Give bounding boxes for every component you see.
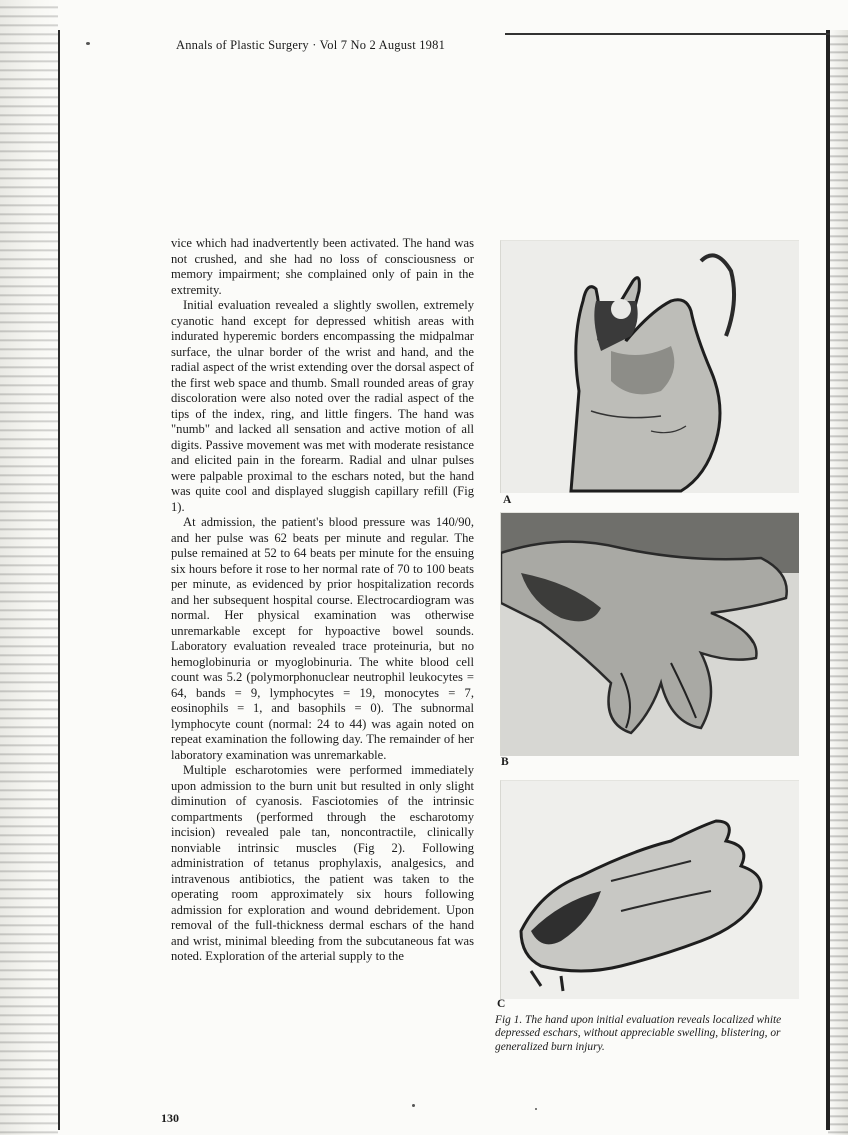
binding-shadow-rule (58, 30, 60, 1130)
hand-photo-dorsal (501, 513, 799, 756)
panel-label-b: B (501, 756, 509, 768)
figure-caption: Fig 1. The hand upon initial evaluation reveals localized white depressed eschars, without appreciable swelling, blistering, or generalized burn injury. (495, 1014, 782, 1053)
hand-photo-palm (501, 241, 799, 493)
article-body-column (171, 236, 474, 965)
panel-label-c: C (497, 998, 506, 1010)
scan-speck (412, 1104, 415, 1107)
figure-panel-c (500, 780, 799, 999)
scanned-page-edge-left (0, 0, 58, 1135)
hand-photo-lateral (501, 781, 799, 999)
page-number: 130 (161, 1111, 179, 1125)
paragraph: Initial evaluation revealed a slightly swollen, extremely cyanotic hand except for depressed whitish areas with indurated hyperemic borders encompassing the midpalmar surface, the ulnar border of the wrist and hand, and the radial aspect of the wrist extending over the dorsal aspect of the first web space and thumb. Small rounded areas of gray discoloration were also noted over the radial aspect of the tips of the index, ring, and little fingers. The hand was "numb" and lacked all sensation and active motion of all digits. Passive movement was met with moderate resistance and elicited pain in the forearm. Radial and ulnar pulses were palpable proximal to the eschars noted, but the hand was quite cool and displayed sluggish capillary refill (Fig 1). (171, 298, 474, 514)
page-edge-rule (826, 30, 830, 1130)
figure-panel-a (500, 240, 799, 493)
top-edge-rule (505, 33, 830, 35)
panel-label-a: A (503, 494, 512, 506)
scanned-page-edge-right (828, 30, 848, 1135)
scan-speck (535, 1108, 537, 1110)
paragraph: vice which had inadvertently been activated. The hand was not crushed, and she had no loss of consciousness or memory impairment; she complained only of pain in the extremity. (171, 236, 474, 297)
paragraph: Multiple escharotomies were performed immediately upon admission to the burn unit but resulted in only slight diminution of cyanosis. Fasciotomies of the intrinsic compartments (performed through the escharotomy incision) revealed pale tan, noncontractile, clinically nonviable intrinsic muscles (Fig 2). Following administration of tetanus prophylaxis, analgesics, and intravenous antibiotics, the patient was taken to the operating room approximately six hours following admission for exploration and wound debridement. Upon removal of the full-thickness dermal eschars of the hand and wrist, minimal bleeding from the subcutaneous fat was noted. Exploration of the arterial supply to the (171, 763, 474, 963)
paragraph: At admission, the patient's blood pressure was 140/90, and her pulse was 62 beats per minute and regular. The pulse remained at 52 to 64 beats per minute for the ensuing six hours before it rose to her normal rate of 70 to 100 beats per minute, as evidenced by prior hospitalization records and her subsequent hospital course. Electrocardiogram was normal. Her physical examination was otherwise unremarkable except for hypoactive bowel sounds. Laboratory evaluation revealed trace proteinuria, but no hemoglobinuria or myoglobinuria. The white blood cell count was 5.2 (polymorphonuclear neutrophil leukocytes = 64, bands = 9, lymphocytes = 19, monocytes = 7, eosinophils = 1, and basophils = 0). The subnormal lymphocyte count (normal: 24 to 44) was again noted on repeat examination the following day. The remainder of her laboratory examination was unremarkable. (171, 515, 474, 762)
running-head: Annals of Plastic Surgery · Vol 7 No 2 August 1981 (176, 38, 446, 52)
scan-speck (86, 42, 90, 45)
figure-panel-b (500, 512, 799, 756)
